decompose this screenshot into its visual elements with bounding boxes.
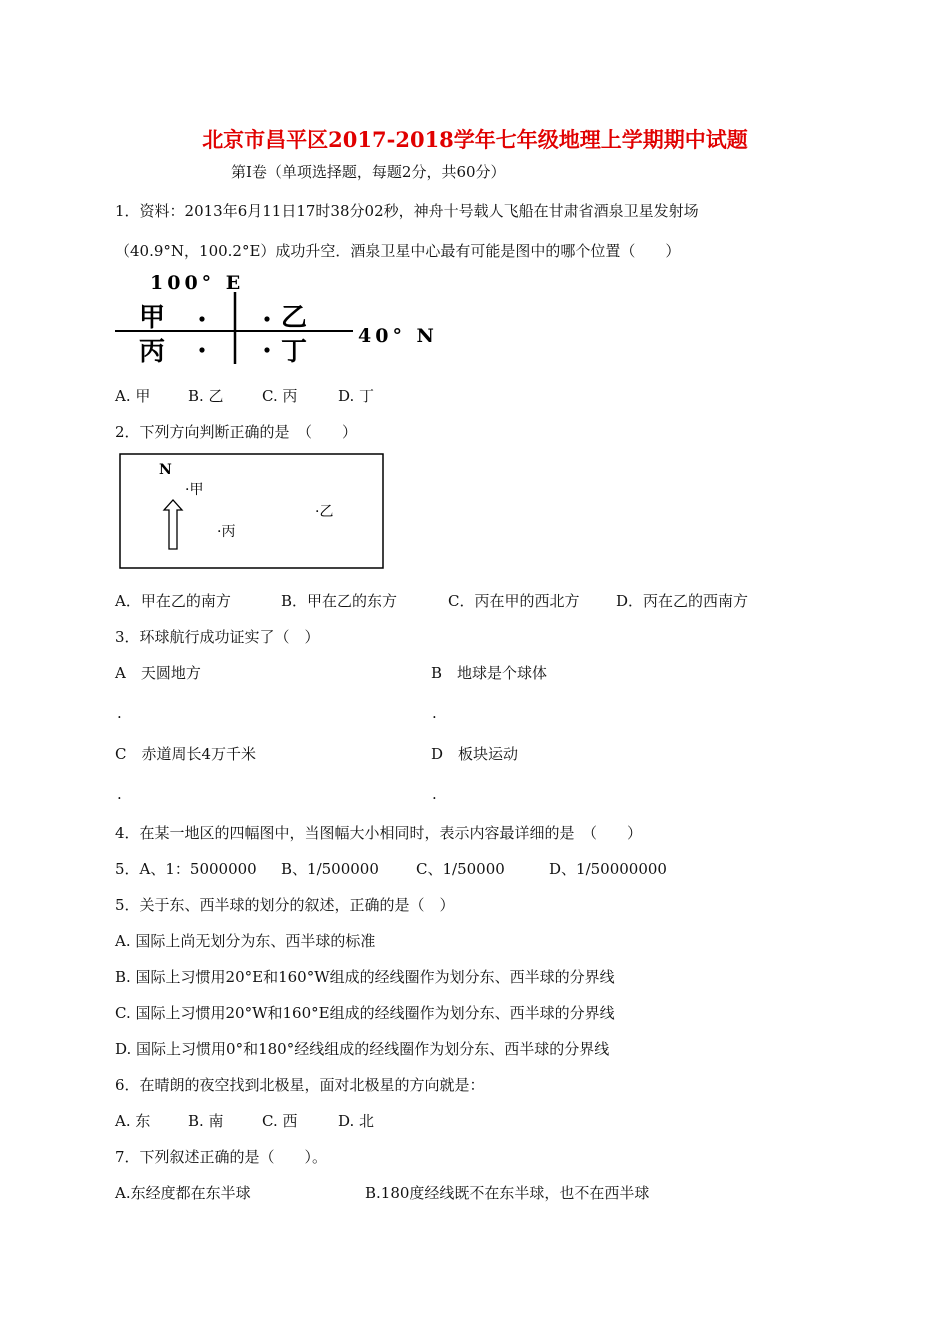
section-heading: 第Ⅰ卷（单项选择题，每题2分，共60分） bbox=[231, 163, 506, 181]
point-yi-label: 乙 bbox=[281, 303, 308, 333]
question-6-option-a: A. 东 bbox=[115, 1112, 151, 1130]
point-bing: ·丙 bbox=[217, 524, 236, 540]
lat-lon-figure bbox=[115, 268, 495, 372]
point-jia-dot bbox=[199, 316, 204, 321]
point-bing-label: 丙 bbox=[139, 337, 166, 367]
north-arrow-icon bbox=[164, 500, 182, 549]
question-1-line-2: （40.9°N，100.2°E）成功升空．酒泉卫星中心最有可能是图中的哪个位置（ ） bbox=[115, 242, 681, 260]
question-3-option-b: B 地球是个球体 bbox=[431, 664, 548, 682]
question-5-text: 5．关于东、西半球的划分的叙述，正确的是（ ） bbox=[115, 896, 455, 914]
question-1-option-c: C. 丙 bbox=[262, 387, 298, 405]
lat-label: 40° N bbox=[358, 325, 438, 347]
question-5-option-a: A. 国际上尚无划分为东、西半球的标准 bbox=[115, 932, 376, 950]
list-dot: . bbox=[117, 785, 122, 803]
point-jia-label: 甲 bbox=[139, 303, 166, 333]
question-2-option-a: A．甲在乙的南方 bbox=[115, 592, 231, 610]
question-7-option-a: A.东经度都在东半球 bbox=[115, 1184, 251, 1202]
question-6-text: 6．在晴朗的夜空找到北极星，面对北极星的方向就是： bbox=[115, 1076, 485, 1094]
question-2-option-d: D．丙在乙的西南方 bbox=[616, 592, 749, 610]
question-7-text: 7．下列叙述正确的是（ ）。 bbox=[115, 1148, 328, 1166]
point-ding-label: 丁 bbox=[281, 337, 308, 367]
question-6-option-b: B. 南 bbox=[188, 1112, 224, 1130]
point-yi-dot bbox=[264, 316, 269, 321]
list-dot: . bbox=[432, 785, 437, 803]
point-jia: ·甲 bbox=[185, 482, 204, 498]
question-3-option-c: C 赤道周长4万千米 bbox=[115, 745, 257, 763]
question-2-option-b: B．甲在乙的东方 bbox=[281, 592, 398, 610]
question-7-option-b: B.180度经线既不在东半球，也不在西半球 bbox=[365, 1184, 650, 1202]
question-2-text: 2．下列方向判断正确的是 （ ） bbox=[115, 423, 358, 441]
north-label: N bbox=[159, 462, 172, 478]
question-3-text: 3．环球航行成功证实了（ ） bbox=[115, 628, 320, 646]
list-dot: . bbox=[432, 704, 437, 722]
question-5-option-c: C. 国际上习惯用20°W和160°E组成的经线圈作为划分东、西半球的分界线 bbox=[115, 1004, 615, 1022]
list-dot: . bbox=[117, 704, 122, 722]
question-2-option-c: C．丙在甲的西北方 bbox=[448, 592, 580, 610]
point-ding-dot bbox=[264, 347, 269, 352]
question-4-option-a: 5．A、1：5000000 bbox=[115, 860, 257, 878]
question-1-line-1: 1．资料：2013年6月11日17时38分02秒，神舟十号载人飞船在甘肃省酒泉卫星发射场 bbox=[115, 202, 699, 220]
question-1-option-a: A. 甲 bbox=[115, 387, 151, 405]
page-title: 北京市昌平区2017-2018学年七年级地理上学期期中试题 bbox=[202, 127, 748, 152]
question-1-option-d: D. 丁 bbox=[338, 387, 375, 405]
lon-label: 100° E bbox=[150, 272, 245, 294]
question-5-option-b: B. 国际上习惯用20°E和160°W组成的经线圈作为划分东、西半球的分界线 bbox=[115, 968, 615, 986]
question-1-option-b: B. 乙 bbox=[188, 387, 224, 405]
question-5-option-d: D. 国际上习惯用0°和180°经线组成的经线圈作为划分东、西半球的分界线 bbox=[115, 1040, 610, 1058]
question-3-option-d: D 板块运动 bbox=[431, 745, 519, 763]
question-4-option-d: D、1/50000000 bbox=[549, 860, 667, 878]
point-yi: ·乙 bbox=[315, 504, 334, 520]
question-4-option-b: B、1/500000 bbox=[281, 860, 379, 878]
direction-figure bbox=[119, 453, 385, 570]
question-6-option-d: D. 北 bbox=[338, 1112, 375, 1130]
question-4-option-c: C、1/50000 bbox=[416, 860, 505, 878]
question-4-text: 4．在某一地区的四幅图中，当图幅大小相同时，表示内容最详细的是 （ ） bbox=[115, 824, 643, 842]
question-6-option-c: C. 西 bbox=[262, 1112, 298, 1130]
question-3-option-a: A 天圆地方 bbox=[115, 664, 201, 682]
point-bing-dot bbox=[199, 347, 204, 352]
